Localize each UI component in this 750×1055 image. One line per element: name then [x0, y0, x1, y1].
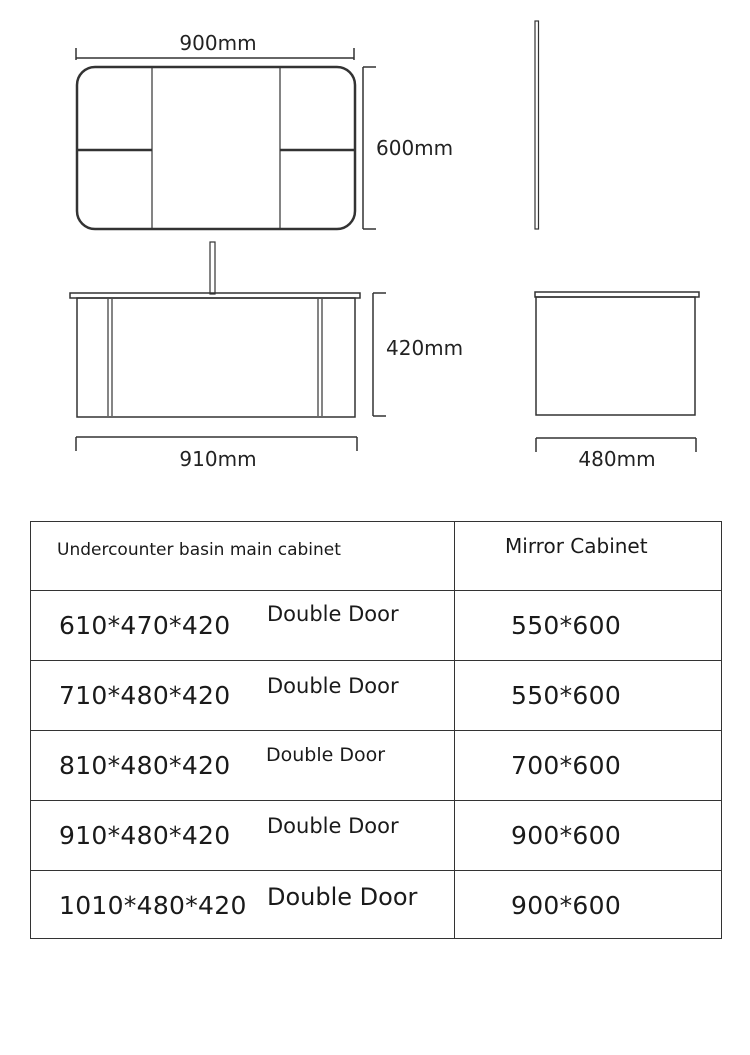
cabinet-size: 910*480*420	[59, 821, 231, 850]
cabinet-size: 1010*480*420	[59, 891, 247, 920]
base-cabinet-front-view	[70, 242, 360, 417]
mirror-size: 900*600	[511, 891, 622, 920]
cabinet-size: 610*470*420	[59, 611, 231, 640]
door-type: Double Door	[267, 883, 418, 911]
header-mirror-cabinet: Mirror Cabinet	[505, 534, 648, 558]
dimension-drawing	[0, 0, 750, 500]
mirror-height-label: 600mm	[376, 136, 454, 160]
mirror-size: 550*600	[511, 611, 622, 640]
mirror-width-label: 900mm	[179, 31, 257, 55]
cabinet-size: 810*480*420	[59, 751, 231, 780]
cabinet-depth-label: 480mm	[578, 447, 656, 471]
cabinet-height-label: 420mm	[386, 336, 464, 360]
table-row	[31, 660, 721, 731]
table-row	[31, 590, 721, 661]
table-row	[31, 800, 721, 871]
mirror-size: 550*600	[511, 681, 622, 710]
table-header-row	[31, 522, 721, 590]
mirror-size: 700*600	[511, 751, 622, 780]
door-type: Double Door	[267, 814, 399, 838]
header-main-cabinet: Undercounter basin main cabinet	[57, 540, 341, 560]
door-type: Double Door	[267, 674, 399, 698]
mirror-side-view	[535, 21, 539, 229]
table-row	[31, 730, 721, 801]
door-type: Double Door	[267, 602, 399, 626]
size-spec-table	[30, 521, 722, 939]
table-row	[31, 870, 721, 939]
cabinet-width-label: 910mm	[179, 447, 257, 471]
door-type: Double Door	[266, 744, 386, 766]
base-cabinet-side-view	[535, 292, 699, 415]
mirror-size: 900*600	[511, 821, 622, 850]
cabinet-size: 710*480*420	[59, 681, 231, 710]
cabinet-height-dimension-line	[373, 293, 386, 416]
mirror-height-dimension-line	[363, 67, 376, 229]
mirror-cabinet-front-view	[77, 67, 355, 229]
